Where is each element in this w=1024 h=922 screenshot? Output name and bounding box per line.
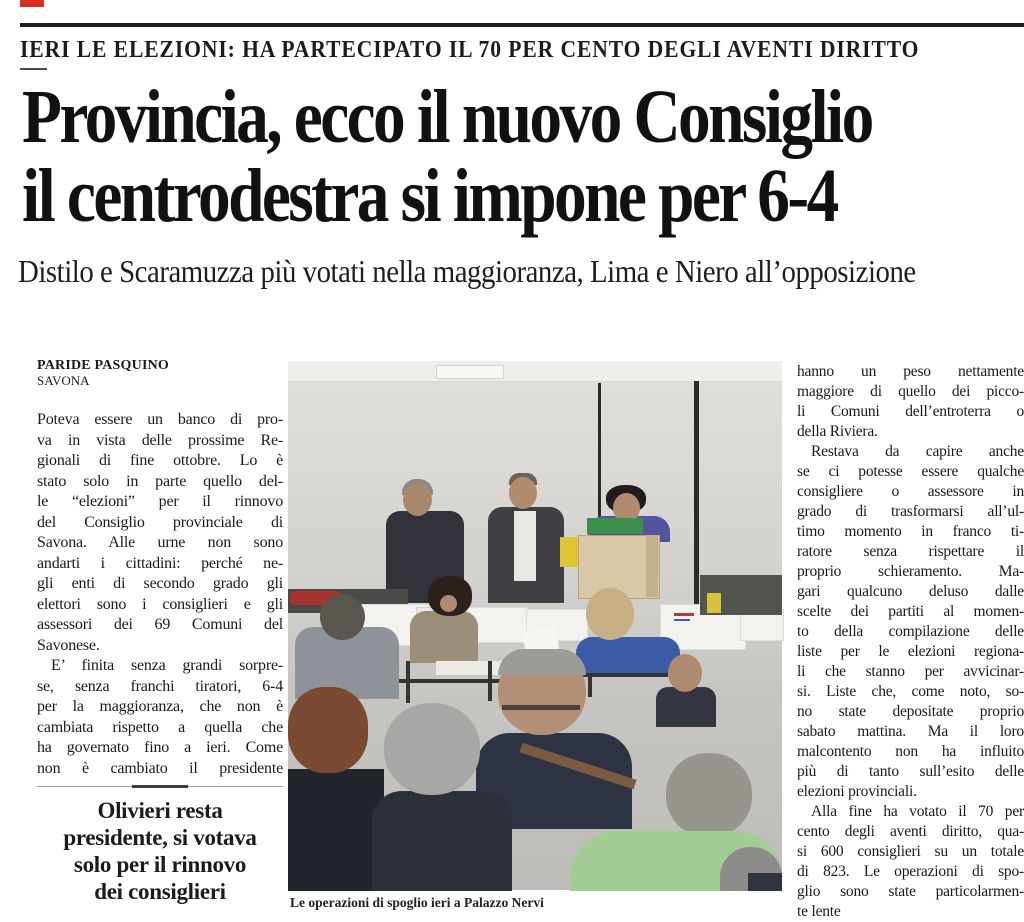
photo-chair-frame — [406, 661, 410, 703]
body-line: assessori dei 69 Comuni del — [37, 616, 283, 633]
body-line: Savonese. — [37, 636, 100, 654]
body-line: cambiata rispetto a quella che — [37, 718, 283, 736]
left-column — [37, 358, 283, 779]
body-line: maggiore di quello dei picco- — [797, 383, 1024, 400]
photo-chair-frame — [488, 661, 492, 701]
body-line: solo per il rinnovo — [73, 852, 247, 877]
body-line: se, senza franchi tiratori, 6-4 — [37, 677, 283, 695]
body-line: gari qualcuno deluso dalle — [797, 583, 1024, 600]
body-line: elettori sono i consiglieri e gli — [37, 595, 283, 613]
photo-audience-graycurly-body — [372, 791, 512, 891]
body-line: si 600 consiglieri su un totale — [797, 843, 1024, 860]
body-line: se ci potesse essere qualche — [797, 463, 1024, 480]
photo-secretary-face — [440, 595, 457, 612]
right-column — [797, 358, 1024, 922]
photo-audience-left-head — [320, 594, 365, 640]
photo-caption: Le operazioni di spoglio ieri a Palazzo Nervi — [290, 895, 544, 910]
photo-audience-bald-body — [656, 687, 716, 727]
body-line: Poteva essere un banco di pro- — [37, 411, 283, 428]
photo-yellow-cup — [707, 593, 721, 613]
body-line: le “elezioni” per il rinnovo — [37, 493, 283, 510]
kicker: IERI LE ELEZIONI: HA PARTECIPATO IL 70 PER CENTO DEGLI AVENTI DIRITTO — [20, 37, 920, 63]
photo-audience-bald-head — [668, 654, 702, 692]
headline-line-1: Provincia, ecco il nuovo Consiglio — [22, 75, 872, 159]
body-line: del Consiglio provinciale di — [37, 513, 283, 531]
body-line: andarti i cittadini: perché ne- — [37, 554, 283, 572]
body-line: ratore senza rispettare il — [797, 543, 1024, 560]
photo-secretary-blouse — [410, 611, 478, 663]
headline-line-2: il centrodestra si impone per 6-4 — [22, 154, 837, 238]
body-line: presidente, si votava — [63, 825, 257, 850]
body-line: E’ finita senza grandi sorpre- — [51, 657, 283, 674]
body-line: Alla fine ha votato il 70 per — [811, 803, 1024, 820]
body-line: Restava da capire anche — [811, 443, 1024, 460]
kicker-rule — [20, 68, 47, 70]
body-line: dei consiglieri — [94, 879, 226, 904]
photo-man-left-head — [403, 483, 432, 516]
body-line: li che stanno per avvicinar- — [797, 663, 1024, 680]
red-mark — [20, 0, 44, 7]
photo-audience-center-hair — [498, 649, 586, 675]
body-line: li Comuni dell’entroterra o — [797, 403, 1024, 420]
subhead: Distilo e Scaramuzza più votati nella maggioranza, Lima e Niero all’opposizione — [18, 253, 916, 289]
pull-quote-rule — [37, 786, 283, 787]
photo-audience-blue-jacket — [576, 637, 680, 673]
photo-mic-stand-2 — [694, 381, 699, 606]
body-line: di 823. Le operazioni di spo- — [797, 863, 1024, 880]
photo-audience-polo-head — [666, 753, 752, 837]
body-line: te lente — [797, 903, 841, 920]
photo-yellow-item — [560, 537, 578, 567]
body-line: hanno un peso nettamente — [797, 363, 1024, 380]
body-line: elezioni provinciali. — [797, 783, 917, 800]
photo-audience-auburn-head — [288, 687, 368, 773]
byline-location: SAVONA — [37, 373, 90, 388]
body-line: della Riviera. — [797, 423, 878, 440]
body-line: non è cambiato il presidente — [37, 759, 283, 777]
photo-ballot-box-side — [646, 535, 658, 597]
photo-man-center-shirt — [514, 511, 536, 581]
photo-audience-corner-shoulder — [748, 873, 782, 891]
body-line: sabato mattina. Ma il loro — [797, 723, 1024, 740]
headline — [22, 75, 872, 238]
body-line: ha governato fino a ieri. Come — [37, 739, 283, 756]
photo-audience-auburn-body — [288, 769, 384, 891]
body-line: grado di trasformarsi all’ul- — [797, 503, 1024, 520]
photo-paper-blue-mark — [674, 619, 690, 621]
top-rule — [20, 23, 1024, 27]
body-line: stato solo in parte quello del- — [37, 472, 283, 490]
body-line: liste per le elezioni regiona- — [797, 643, 1024, 660]
body-line: Savona. Alle urne non sono — [37, 534, 283, 551]
body-line: cento degli aventi diritto, qua- — [797, 823, 1024, 840]
photo-paper-red-mark — [674, 613, 694, 616]
pull-quote — [37, 797, 283, 905]
body-line: no state depositate proprio — [797, 703, 1024, 720]
body-line: glio sono state particolarmen- — [797, 883, 1024, 900]
right-column-body — [797, 362, 1024, 922]
photo-man-center-head — [509, 477, 537, 509]
body-line: consigliere o assessore in — [797, 483, 1024, 500]
pull-quote-tick — [132, 785, 188, 788]
photo-audience-blonde-head — [586, 588, 634, 640]
photo-audience-glasses — [502, 705, 580, 710]
photo-green-folder — [587, 518, 643, 534]
photo-ceiling — [288, 361, 782, 382]
body-line: timo momento in franco ti- — [797, 523, 1024, 540]
photo-audience-graycurly-head — [384, 703, 480, 795]
body-line: va in vista delle prossime Re- — [37, 431, 283, 449]
body-line: scelte dei partiti al momen- — [797, 603, 1024, 620]
body-line: gionali di fine ottobre. Lo è — [37, 452, 283, 469]
left-column-body — [37, 410, 283, 779]
body-line: malcontento non ha influito — [797, 743, 1024, 760]
body-line: gli enti di secondo grado gli — [37, 575, 283, 592]
body-line: più di tanto sull’esito delle — [797, 763, 1024, 780]
body-line: si. Liste che, come noto, so- — [797, 683, 1024, 700]
photo-light-fixture — [436, 365, 504, 379]
election-count-photo — [288, 361, 782, 890]
body-line: proprio schieramento. Ma- — [797, 563, 1024, 580]
body-line: to della compilazione delle — [797, 623, 1024, 640]
body-line: per la maggioranza, che non è — [37, 698, 283, 715]
body-line: Olivieri resta — [97, 798, 223, 823]
byline-author: PARIDE PASQUINO — [37, 358, 169, 373]
